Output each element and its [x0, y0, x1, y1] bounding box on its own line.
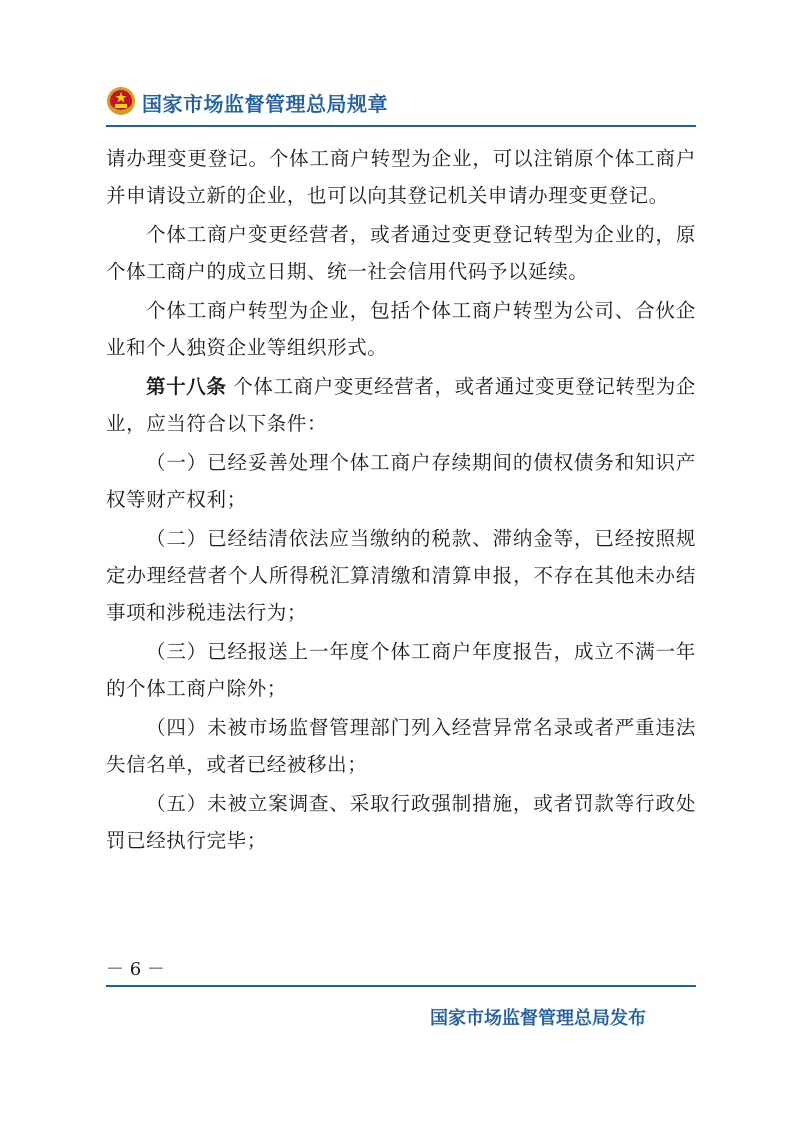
- condition-item: （五）未被立案调查、采取行政强制措施，或者罚款等行政处罚已经执行完毕；: [106, 792, 696, 852]
- footer-publisher: 国家市场监督管理总局发布: [430, 1008, 646, 1029]
- national-emblem-icon: [106, 86, 136, 116]
- page-header: [106, 84, 696, 120]
- condition-item: （四）未被市场监督管理部门列入经营异常名录或者严重违法失信名单，或者已经被移出；: [106, 716, 696, 776]
- header-title: 国家市场监督管理总局规章: [142, 92, 388, 116]
- condition-item: （一）已经妥善处理个体工商户存续期间的债权债务和知识产权等财产权利；: [106, 451, 696, 511]
- condition-item: （三）已经报送上一年度个体工商户年度报告，成立不满一年的个体工商户除外；: [106, 640, 696, 700]
- article-text: 个体工商户变更经营者，或者通过变更登记转型为企业，应当符合以下条件：: [106, 375, 696, 435]
- document-body: [106, 140, 696, 859]
- article-18-paragraph: [106, 368, 696, 442]
- header-divider: [106, 125, 696, 127]
- paragraph: 请办理变更登记。个体工商户转型为企业，可以注销原个体工商户并申请设立新的企业，也可以向其登记机关申请办理变更登记。: [106, 147, 696, 207]
- footer-divider: [106, 985, 696, 987]
- paragraph: 个体工商户变更经营者，或者通过变更登记转型为企业的，原个体工商户的成立日期、统一社会信用代码予以延续。: [106, 223, 696, 283]
- page-number: － 6 －: [106, 959, 165, 980]
- paragraph: 个体工商户转型为企业，包括个体工商户转型为公司、合伙企业和个人独资企业等组织形式。: [106, 299, 696, 359]
- condition-item: （二）已经结清依法应当缴纳的税款、滞纳金等，已经按照规定办理经营者个人所得税汇算清缴和清算申报，不存在其他未办结事项和涉税违法行为；: [106, 527, 696, 624]
- article-heading: 第十八条: [146, 375, 227, 398]
